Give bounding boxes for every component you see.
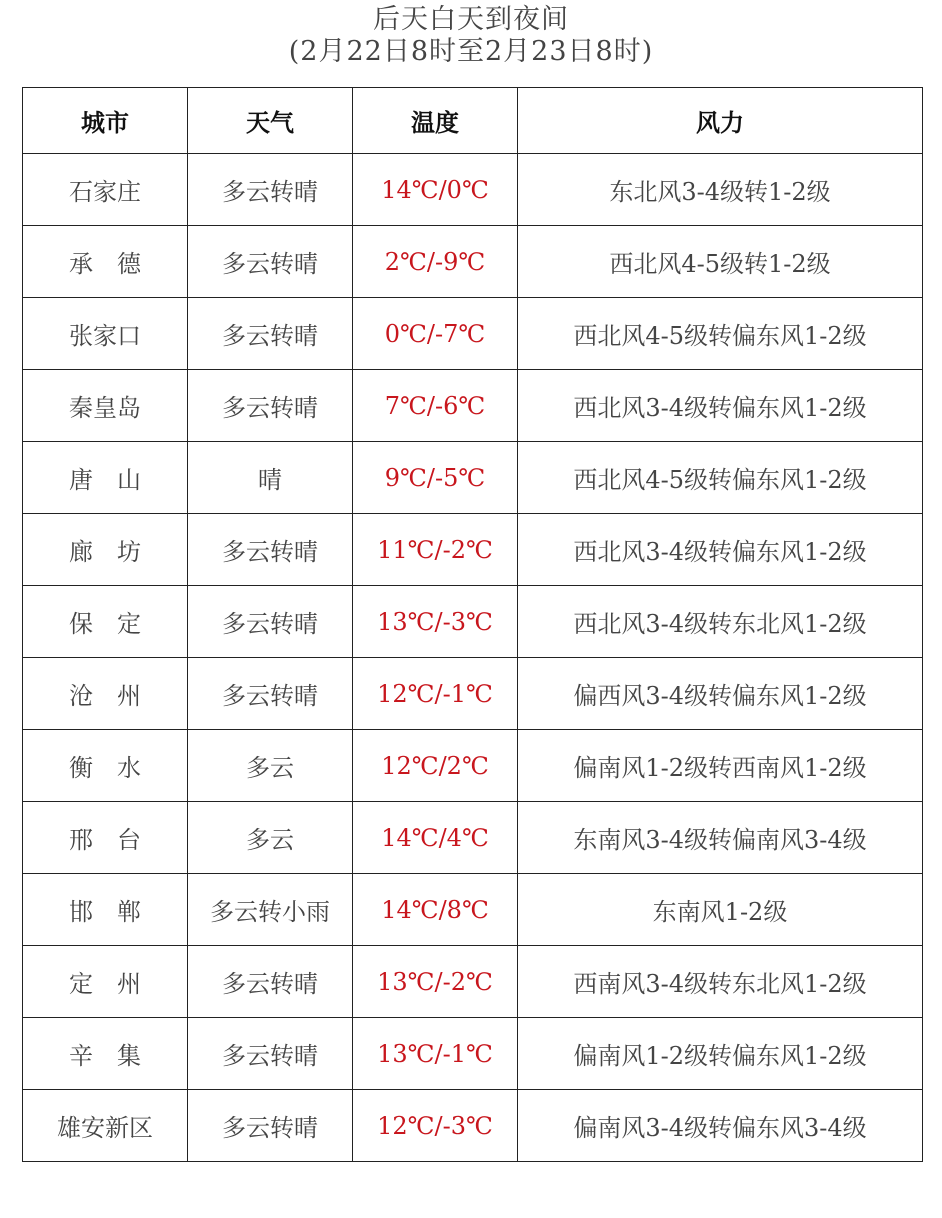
weather-cell: 多云 (188, 730, 353, 802)
table-row (23, 802, 923, 874)
table-row (23, 226, 923, 298)
wind-cell: 东北风3-4级转1-2级 (518, 154, 923, 226)
wind-cell: 西北风3-4级转偏东风1-2级 (518, 370, 923, 442)
city-cell: 唐 山 (23, 442, 188, 514)
table-row (23, 514, 923, 586)
wind-cell: 西南风3-4级转东北风1-2级 (518, 946, 923, 1018)
weather-cell: 多云转晴 (188, 946, 353, 1018)
temperature-cell: 13℃/-1℃ (353, 1018, 518, 1090)
wind-cell: 偏西风3-4级转偏东风1-2级 (518, 658, 923, 730)
temperature-cell: 2℃/-9℃ (353, 226, 518, 298)
table-row (23, 370, 923, 442)
temperature-cell: 14℃/4℃ (353, 802, 518, 874)
city-cell: 定 州 (23, 946, 188, 1018)
city-cell: 承 德 (23, 226, 188, 298)
temperature-cell: 12℃/-3℃ (353, 1090, 518, 1162)
temperature-cell: 14℃/8℃ (353, 874, 518, 946)
wind-cell: 偏南风1-2级转西南风1-2级 (518, 730, 923, 802)
city-cell: 雄安新区 (23, 1090, 188, 1162)
city-cell: 廊 坊 (23, 514, 188, 586)
column-header-wind: 风力 (518, 88, 923, 154)
table-row (23, 730, 923, 802)
temperature-cell: 11℃/-2℃ (353, 514, 518, 586)
weather-cell: 多云转晴 (188, 586, 353, 658)
city-cell: 张家口 (23, 298, 188, 370)
table-row (23, 1090, 923, 1162)
city-cell: 辛 集 (23, 1018, 188, 1090)
column-header-temperature: 温度 (353, 88, 518, 154)
table-row (23, 298, 923, 370)
city-cell: 秦皇岛 (23, 370, 188, 442)
column-header-city: 城市 (23, 88, 188, 154)
title-block (0, 4, 942, 68)
column-header-weather: 天气 (188, 88, 353, 154)
forecast-table (22, 87, 923, 1162)
table-row (23, 1018, 923, 1090)
wind-cell: 偏南风3-4级转偏东风3-4级 (518, 1090, 923, 1162)
wind-cell: 西北风4-5级转偏东风1-2级 (518, 442, 923, 514)
weather-cell: 多云转晴 (188, 514, 353, 586)
table-row (23, 442, 923, 514)
wind-cell: 西北风4-5级转偏东风1-2级 (518, 298, 923, 370)
wind-cell: 偏南风1-2级转偏东风1-2级 (518, 1018, 923, 1090)
city-cell: 邢 台 (23, 802, 188, 874)
table-row (23, 658, 923, 730)
table-header-row (23, 88, 923, 154)
table-row (23, 154, 923, 226)
city-cell: 邯 郸 (23, 874, 188, 946)
temperature-cell: 9℃/-5℃ (353, 442, 518, 514)
weather-cell: 多云转晴 (188, 154, 353, 226)
city-cell: 沧 州 (23, 658, 188, 730)
weather-cell: 晴 (188, 442, 353, 514)
weather-cell: 多云转晴 (188, 370, 353, 442)
wind-cell: 西北风3-4级转偏东风1-2级 (518, 514, 923, 586)
weather-cell: 多云转晴 (188, 1090, 353, 1162)
temperature-cell: 14℃/0℃ (353, 154, 518, 226)
city-cell: 石家庄 (23, 154, 188, 226)
page-title: 后天白天到夜间 (373, 4, 569, 35)
weather-cell: 多云转晴 (188, 658, 353, 730)
wind-cell: 西北风3-4级转东北风1-2级 (518, 586, 923, 658)
wind-cell: 东南风3-4级转偏南风3-4级 (518, 802, 923, 874)
weather-cell: 多云转晴 (188, 226, 353, 298)
temperature-cell: 0℃/-7℃ (353, 298, 518, 370)
temperature-cell: 12℃/2℃ (353, 730, 518, 802)
temperature-cell: 13℃/-3℃ (353, 586, 518, 658)
temperature-cell: 13℃/-2℃ (353, 946, 518, 1018)
page-subtitle: (2月22日8时至2月23日8时) (288, 36, 654, 67)
weather-cell: 多云转晴 (188, 1018, 353, 1090)
weather-cell: 多云转小雨 (188, 874, 353, 946)
weather-cell: 多云 (188, 802, 353, 874)
wind-cell: 西北风4-5级转1-2级 (518, 226, 923, 298)
city-cell: 保 定 (23, 586, 188, 658)
table-row (23, 874, 923, 946)
weather-cell: 多云转晴 (188, 298, 353, 370)
table-row (23, 946, 923, 1018)
temperature-cell: 7℃/-6℃ (353, 370, 518, 442)
table-row (23, 586, 923, 658)
temperature-cell: 12℃/-1℃ (353, 658, 518, 730)
wind-cell: 东南风1-2级 (518, 874, 923, 946)
table-body (23, 154, 923, 1162)
city-cell: 衡 水 (23, 730, 188, 802)
